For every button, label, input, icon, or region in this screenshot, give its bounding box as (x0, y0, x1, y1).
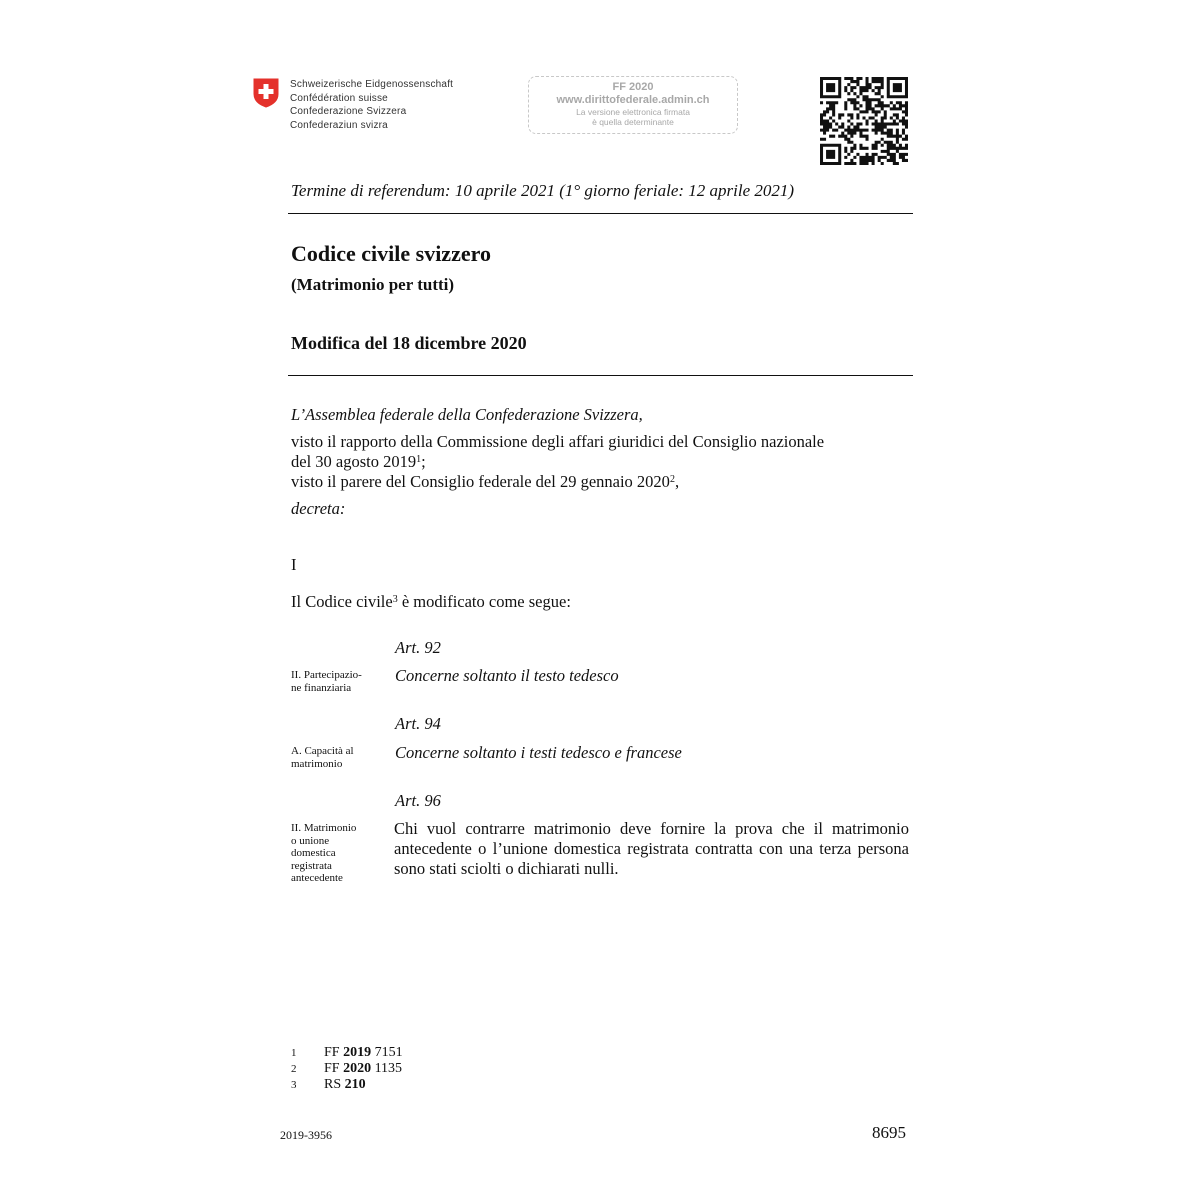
article-96-margin-note (291, 822, 381, 885)
footnote-3 (291, 1077, 403, 1093)
preamble-line-3-text: visto il parere del Consiglio federale del 29 gennaio 2020 (291, 472, 670, 491)
divider-top (288, 213, 913, 214)
ff-stamp-note-1: La versione elettronica firmata (576, 107, 690, 117)
footnote-ref-3[interactable]: 3 (392, 594, 398, 605)
margin-note-line: registrata (291, 859, 332, 872)
article-94-margin-note (291, 745, 381, 770)
footnote-prefix: FF (324, 1045, 344, 1060)
qr-finder (820, 144, 841, 165)
article-94-number: Art. 94 (395, 714, 441, 733)
footnote-bold: 2019 (343, 1045, 372, 1060)
margin-note-line: ne finanziaria (291, 681, 352, 694)
footnote-prefix: RS (324, 1077, 345, 1092)
qr-finder (887, 77, 908, 98)
preamble-line-1: visto il rapporto della Commissione degli affari giuridici del Consiglio nazionale (291, 432, 825, 451)
referendum-deadline: Termine di referendum: 10 aprile 2021 (1° giorno feriale: 12 aprile 2021) (291, 181, 795, 200)
footnote-suffix: 7151 (371, 1045, 403, 1060)
federal-names (290, 78, 453, 132)
margin-note-line: domestica (291, 847, 336, 859)
margin-note-line: o unione (291, 834, 330, 847)
preamble-line-2 (291, 452, 426, 472)
ff-stamp (528, 76, 738, 134)
page-number: 8695 (872, 1123, 906, 1142)
ff-stamp-url: www.dirittofederale.admin.ch (556, 94, 710, 106)
qr-code-icon (820, 77, 908, 165)
footnote-number: 1 (291, 1047, 297, 1059)
ff-stamp-note-2: è quella determinante (592, 117, 674, 127)
footnotes (291, 1045, 403, 1093)
ff-stamp-title: FF 2020 (612, 81, 654, 93)
margin-note-line: II. Partecipazio- (291, 669, 362, 681)
footnote-prefix: FF (324, 1061, 344, 1076)
margin-note-line: II. Matrimonio (291, 822, 357, 834)
preamble-decreta: decreta: (291, 499, 346, 518)
footnote-ref-2[interactable]: 2 (669, 474, 675, 485)
footnote-bold: 2020 (343, 1061, 372, 1076)
footnote-suffix: 1135 (371, 1061, 403, 1076)
margin-note-line: matrimonio (291, 757, 343, 770)
federal-name-de: Schweizerische Eidgenossenschaft (290, 79, 454, 90)
preamble-line-3 (291, 472, 679, 492)
preamble-line-2-end: ; (421, 452, 426, 471)
footnote-ref-1[interactable]: 1 (416, 454, 422, 465)
qr-finder (820, 77, 841, 98)
article-92-margin-note (291, 669, 381, 694)
margin-note-line: A. Capacità al (291, 745, 354, 757)
federal-name-fr: Confédération suisse (290, 92, 388, 104)
federal-name-rm: Confederaziun svizra (290, 119, 388, 131)
section-intro-end: è modificato come segue: (397, 592, 571, 611)
preamble-line-2-text: del 30 agosto 2019 (291, 452, 417, 471)
preamble-assembly: L’Assemblea federale della Confederazione Svizzera, (291, 405, 643, 424)
federal-name-it: Confederazione Svizzera (290, 106, 407, 117)
preamble-line-3-end: , (674, 472, 680, 491)
section-intro-text: Il Codice civile (291, 592, 393, 611)
margin-note-line: antecedente (291, 872, 343, 884)
footnote-number: 2 (291, 1063, 297, 1075)
document-id: 2019-3956 (280, 1128, 332, 1142)
document-title: Codice civile svizzero (291, 241, 491, 266)
article-92-text: Concerne soltanto il testo tedesco (395, 666, 619, 685)
article-92-number: Art. 92 (395, 638, 441, 657)
footnote-number: 3 (291, 1079, 297, 1091)
footnote-bold: 210 (344, 1077, 366, 1092)
divider-bottom (288, 375, 913, 376)
article-94-text: Concerne soltanto i testi tedesco e francese (395, 743, 682, 762)
article-96-number: Art. 96 (395, 791, 441, 810)
section-intro (291, 592, 571, 612)
section-roman: I (291, 555, 297, 574)
amendment-date: Modifica del 18 dicembre 2020 (291, 333, 527, 353)
article-96-text: Chi vuol contrarre matrimonio deve fornire la prova che il matrimonio antecedente o l’unione domestica registrata contratta con una terza persona sono stati sciolti o dichiarati nulli. (394, 819, 909, 878)
document-subtitle: (Matrimonio per tutti) (291, 275, 455, 294)
swiss-emblem-icon (253, 78, 279, 108)
footnote-2 (291, 1061, 403, 1077)
footnote-1 (291, 1045, 403, 1061)
